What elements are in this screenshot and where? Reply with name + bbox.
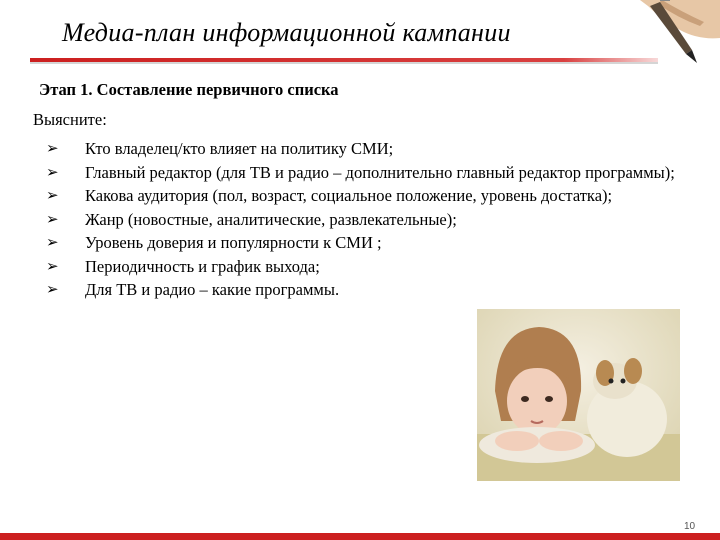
bullet-arrow-icon: ➢ (46, 186, 59, 204)
page-number: 10 (684, 521, 696, 532)
list-item: ➢ Для ТВ и радио – какие программы. (46, 278, 706, 302)
bullet-list (46, 137, 706, 302)
bullet-arrow-icon: ➢ (46, 256, 59, 275)
list-item: ➢ Жанр (новостные, аналитические, развлекательные); (46, 208, 706, 232)
bullet-arrow-icon: ➢ (46, 162, 59, 181)
list-item: ➢ Главный редактор (для ТВ и радио – дополнительно главный редактор программы); (46, 161, 706, 185)
stage-heading: Этап 1. Составление первичного списка (39, 80, 339, 99)
bullet-arrow-icon: ➢ (46, 139, 59, 157)
list-item: ➢ Кто владелец/кто влияет на политику СМИ; (46, 137, 706, 161)
list-item: ➢ Какова аудитория (пол, возраст, социальное положение, уровень достатка); (46, 184, 706, 208)
bullet-arrow-icon: ➢ (46, 209, 59, 228)
list-item: ➢ Уровень доверия и популярности к СМИ ; (46, 231, 706, 255)
bullet-arrow-icon: ➢ (46, 280, 59, 298)
slide-title: Медиа-план информационной кампании (62, 18, 511, 47)
intro-text: Выясните: (33, 110, 107, 129)
bottom-accent-bar (0, 533, 720, 540)
child-with-toy-photo (477, 309, 680, 481)
pen-icon (600, 0, 720, 70)
title-underline (30, 58, 658, 64)
bullet-arrow-icon: ➢ (46, 233, 59, 251)
list-item: ➢ Периодичность и график выхода; (46, 255, 706, 279)
